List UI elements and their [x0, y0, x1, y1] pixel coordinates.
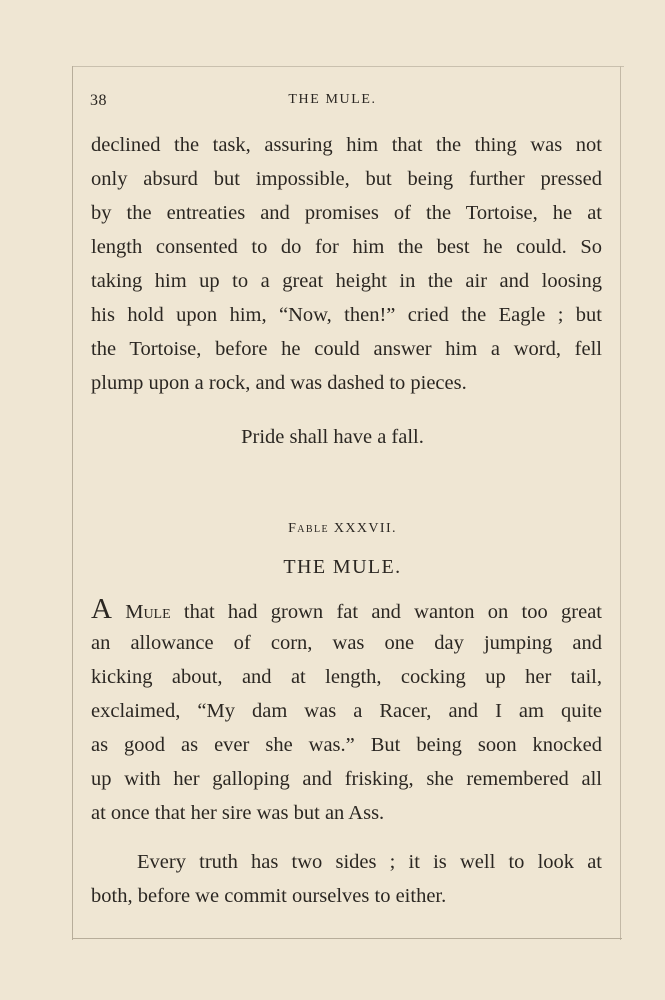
text-line: up with her galloping and frisking, she remembered all	[91, 768, 602, 790]
fable-title: THE MULE.	[283, 556, 402, 578]
text-line: an allowance of corn, was one day jumping and	[91, 632, 602, 654]
text-line: by the entreaties and promises of the Tortoise, he at	[91, 202, 602, 224]
moral-line: both, before we commit ourselves to either.	[91, 885, 447, 907]
text-line: taking him up to a great height in the air and loosing	[91, 270, 602, 292]
smallcaps-word: Mule	[125, 601, 171, 623]
fable-number-text: Fable XXXVII.	[288, 521, 397, 536]
first-line-rest: that had grown fat and wanton on too great	[170, 601, 602, 623]
fable-text	[91, 592, 602, 830]
fable-moral	[91, 845, 602, 913]
moral-line: Every truth has two sides ; it is well to look at	[137, 851, 602, 873]
running-head	[0, 92, 665, 112]
text-line: his hold upon him, “Now, then!” cried the Eagle ; but	[91, 304, 602, 326]
page-frame-right	[620, 66, 621, 940]
text-line: as good as ever she was.” But being soon knocked	[91, 734, 602, 756]
page-frame-left	[72, 66, 73, 940]
text-line: only absurd but impossible, but being further pressed	[91, 168, 602, 190]
text-line: declined the task, assuring him that the thing was not	[91, 134, 602, 156]
text-line: the Tortoise, before he could answer him a word, fell	[91, 338, 602, 360]
text-line: exclaimed, “My dam was a Racer, and I am quite	[91, 700, 602, 722]
previous-fable-moral: Pride shall have a fall.	[241, 426, 424, 448]
running-title: THE MULE.	[288, 92, 377, 107]
page-frame-top	[72, 66, 624, 67]
text-line: at once that her sire was but an Ass.	[91, 802, 385, 824]
previous-fable-text	[91, 128, 602, 400]
page-number: 38	[90, 92, 107, 109]
text-line: kicking about, and at length, cocking up her tail,	[91, 666, 602, 688]
drop-initial: A	[91, 593, 112, 625]
page-frame-bottom	[72, 938, 622, 939]
text-line: plump upon a rock, and was dashed to pieces.	[91, 372, 467, 394]
fable-number	[0, 521, 665, 537]
text-line: length consented to do for him the best he could. So	[91, 236, 602, 258]
fable-first-line	[91, 592, 602, 626]
